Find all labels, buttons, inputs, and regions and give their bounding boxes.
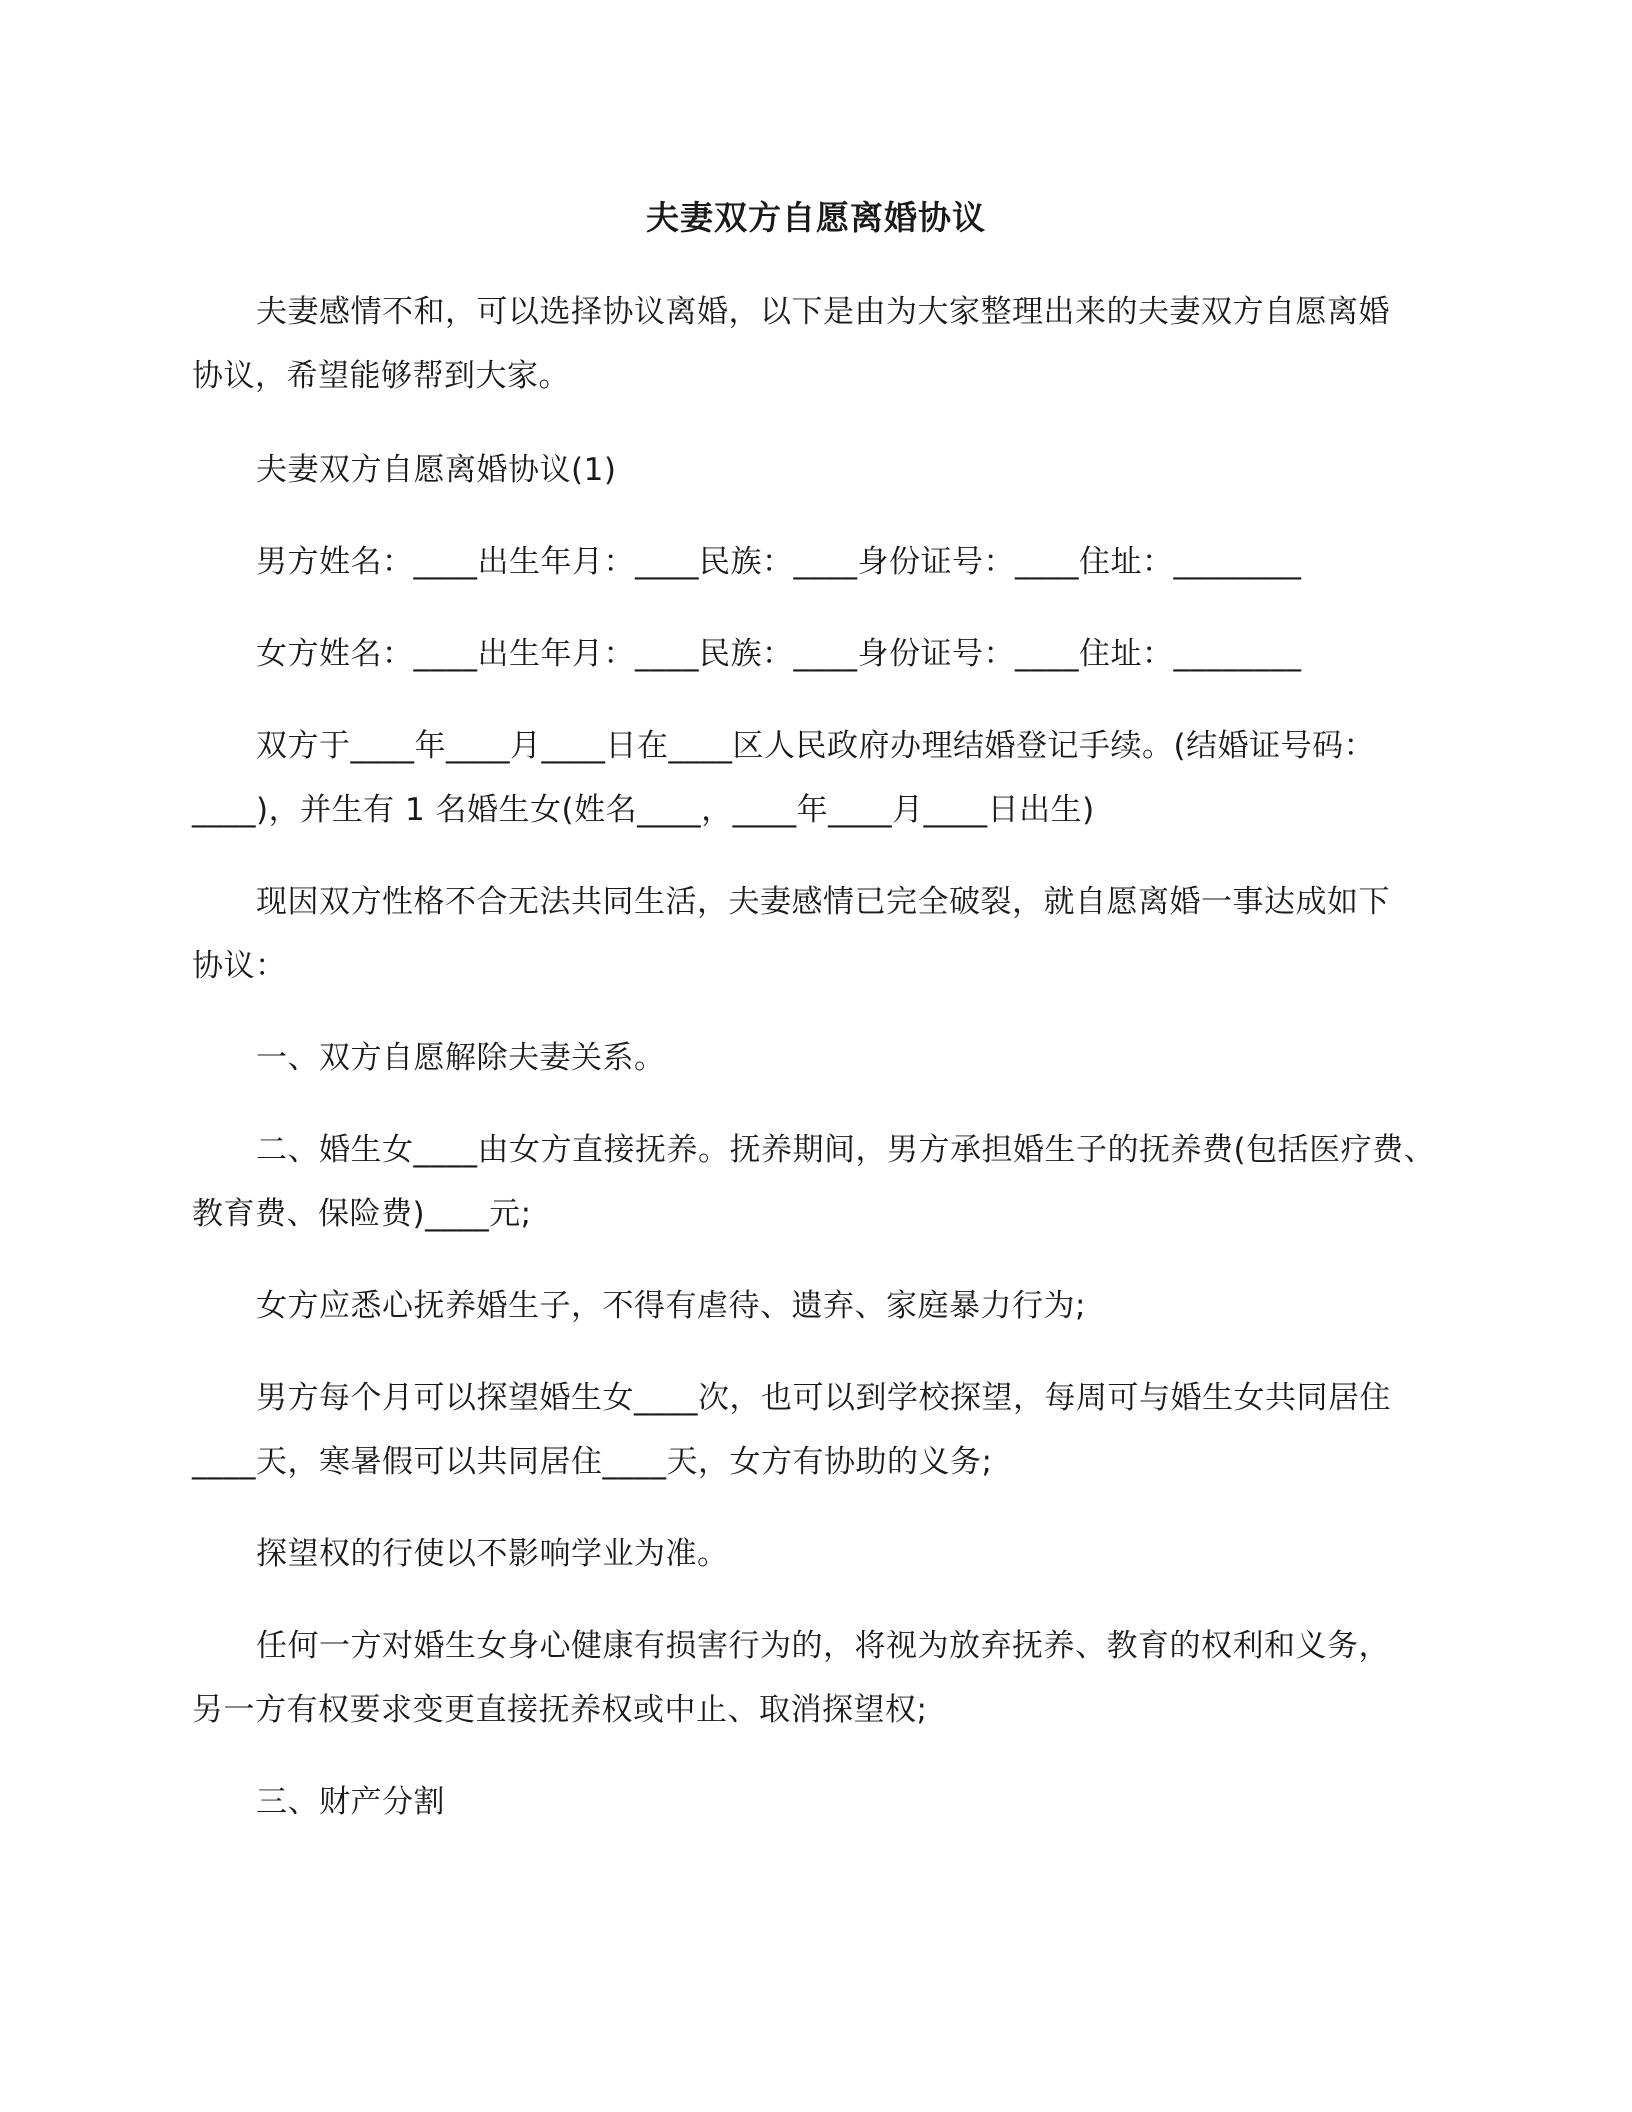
agreement-subtitle: 夫妻双方自愿离婚协议(1) xyxy=(256,452,617,488)
harm-clause-line-1: 任何一方对婚生女身心健康有损害行为的，将视为放弃抚养、教育的权利和义务， xyxy=(256,1628,1390,1664)
visitation-line-1: 男方每个月可以探望婚生女____次，也可以到学校探望，每周可与婚生女共同居住 xyxy=(256,1380,1391,1416)
marriage-line-2: ____)，并生有 1 名婚生女(姓名____，____年____月____日出生) xyxy=(192,792,1095,828)
harm-clause-paragraph xyxy=(192,1614,1440,1742)
marriage-paragraph xyxy=(192,714,1440,842)
reason-paragraph xyxy=(192,870,1440,998)
female-duty-line: 女方应悉心抚养婚生子，不得有虐待、遗弃、家庭暴力行为; xyxy=(256,1288,1086,1324)
document-title: 夫妻双方自愿离婚协议 xyxy=(646,198,986,237)
clause-1: 一、双方自愿解除夫妻关系。 xyxy=(256,1040,666,1076)
clause-2-paragraph xyxy=(192,1118,1440,1246)
female-info-line: 女方姓名：____出生年月：____民族：____身份证号：____住址：________ xyxy=(256,636,1302,672)
intro-paragraph xyxy=(192,280,1440,408)
intro-line-1: 夫妻感情不和，可以选择协议离婚，以下是由为大家整理出来的夫妻双方自愿离婚 xyxy=(256,294,1390,330)
male-info-line: 男方姓名：____出生年月：____民族：____身份证号：____住址：________ xyxy=(256,544,1302,580)
clause-2-line-1: 二、婚生女____由女方直接抚养。抚养期间，男方承担婚生子的抚养费(包括医疗费、 xyxy=(256,1132,1436,1168)
visitation-line-2: ____天，寒暑假可以共同居住____天，女方有协助的义务; xyxy=(192,1444,993,1480)
visitation-rule-line: 探望权的行使以不影响学业为准。 xyxy=(256,1536,729,1572)
visitation-paragraph xyxy=(192,1366,1440,1494)
marriage-line-1: 双方于____年____月____日在____区人民政府办理结婚登记手续。(结婚证号码： xyxy=(256,728,1376,764)
harm-clause-line-2: 另一方有权要求变更直接抚养权或中止、取消探望权; xyxy=(192,1692,928,1728)
intro-line-2: 协议，希望能够帮到大家。 xyxy=(192,358,570,394)
reason-line-2: 协议： xyxy=(192,948,287,984)
clause-3-heading: 三、财产分割 xyxy=(256,1784,445,1820)
reason-line-1: 现因双方性格不合无法共同生活，夫妻感情已完全破裂，就自愿离婚一事达成如下 xyxy=(256,884,1390,920)
clause-2-line-2: 教育费、保险费)____元; xyxy=(192,1196,532,1232)
